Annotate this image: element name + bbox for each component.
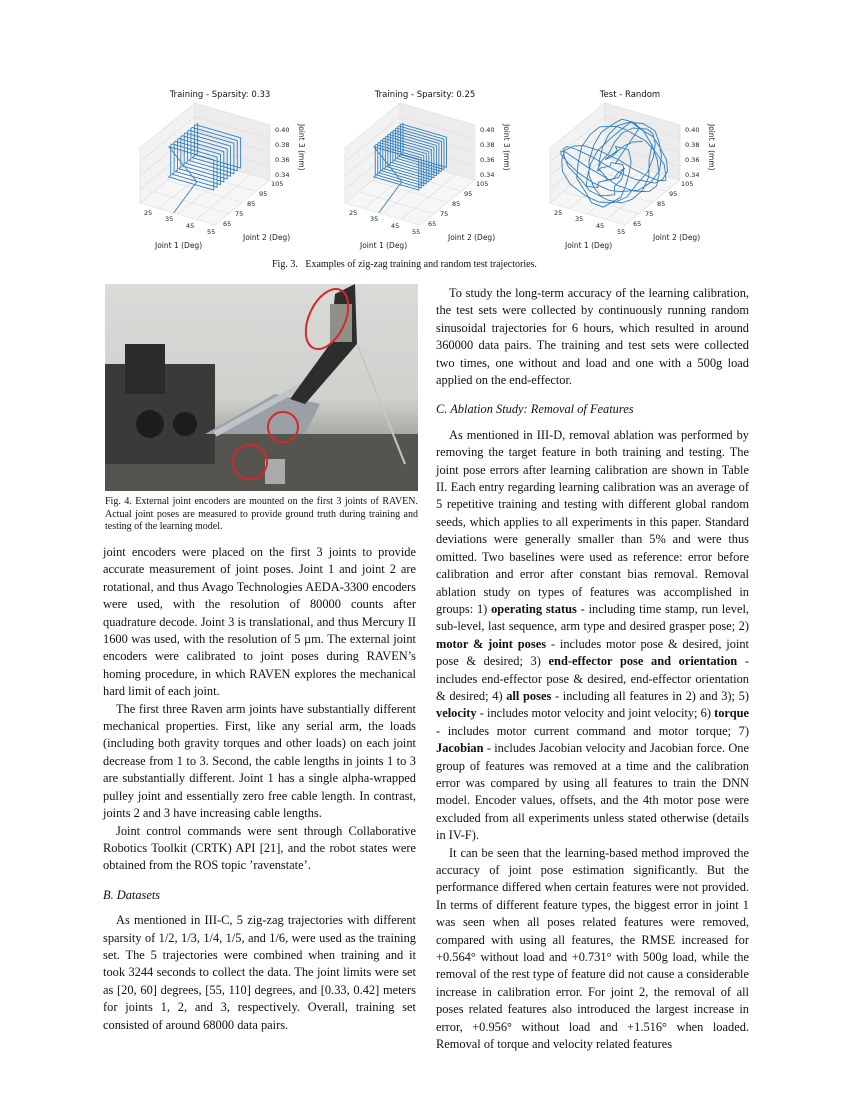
feature-group: end-effector pose and orientation bbox=[548, 654, 738, 669]
x-tick-label: 45 bbox=[596, 222, 605, 230]
x-tick-label: 55 bbox=[412, 228, 421, 236]
y-tick-label: 75 bbox=[235, 210, 244, 218]
z-axis-label: Joint 3 (mm) bbox=[502, 124, 511, 171]
left-column bbox=[103, 544, 416, 1034]
right-column bbox=[436, 285, 749, 1053]
x-tick-label: 55 bbox=[207, 228, 216, 236]
y-tick-label: 95 bbox=[669, 190, 678, 198]
section-heading: B. Datasets bbox=[103, 887, 161, 902]
z-tick-label: 0.36 bbox=[275, 156, 290, 164]
feature-group: velocity bbox=[436, 706, 477, 721]
x-tick-label: 35 bbox=[370, 215, 379, 223]
y-axis-label: Joint 2 (Deg) bbox=[653, 233, 701, 242]
paragraph bbox=[436, 427, 749, 845]
paragraph: The first three Raven arm joints have substantially different mechanical properties. First, like any serial arm, the loads (including both gravity torques and other loads) on each joint decrease from 1 to 3. Second, the cable lengths in joints 1 to 3 are substantially different. Joint 1 has a single alpha-wrapped pulley joint and essentially zero free cable length. In contrast, joints 2 and 3 have increasing cable lengths. bbox=[103, 701, 416, 821]
z-tick-label: 0.40 bbox=[685, 126, 700, 134]
text: - includes end-effector pose & desired, end-effector orientation & desired; 4) bbox=[436, 654, 749, 703]
x-tick-label: 45 bbox=[186, 222, 195, 230]
plot-canvas bbox=[125, 88, 320, 256]
z-tick-label: 0.38 bbox=[275, 141, 290, 149]
y-tick-label: 75 bbox=[645, 210, 654, 218]
paragraph: It can be seen that the learning-based method improved the accuracy of joint pose estimation significantly. But the performance differed when certain features were not provided. In terms of different feature types, the biggest error in joint 1 was seen when all poses related features were removed, compared with using all features, the RMSE increased for +0.564° without load and +0.731° with 500g load, while the removal of the rest type of feature did not cause a considerable increase in calibration error. For joint 2, the removal of all poses related features also introduced the largest increase in error, +0.956° without load and +1.516° when loaded. Removal of torque and velocity related features bbox=[436, 845, 749, 1052]
y-tick-label: 75 bbox=[440, 210, 449, 218]
y-tick-label: 95 bbox=[464, 190, 473, 198]
x-tick-label: 35 bbox=[575, 215, 584, 223]
plot-canvas bbox=[330, 88, 525, 256]
robot-illustration bbox=[105, 284, 418, 491]
z-tick-label: 0.40 bbox=[275, 126, 290, 134]
paragraph: Joint control commands were sent through Collaborative Robotics Toolkit (CRTK) API [21], and the robot states were obtained from the ROS topic ’ravenstate’. bbox=[103, 823, 416, 873]
plot-training-025 bbox=[330, 88, 525, 256]
z-tick-label: 0.38 bbox=[480, 141, 495, 149]
section-heading: C. Ablation Study: Removal of Features bbox=[436, 402, 634, 417]
z-tick-label: 0.40 bbox=[480, 126, 495, 134]
feature-group: operating status bbox=[491, 601, 577, 616]
paragraph: joint encoders were placed on the first 3 joints to provide accurate measurement of joint poses. Joint 1 and joint 2 are rotational, and thus Avago Technologies AEDA-3300 encoders were used, with the resolution of 80000 counts after quadrature decode. Joint 3 is translational, and thus Mercury II 1600 was used, with the resolution of 5 µm. The external joint encoders were calibrated to joint poses during RAVEN’s homing procedure, in which RAVEN explores the mechanical hard limit of each joint. bbox=[103, 545, 416, 699]
plot-test-random bbox=[535, 88, 730, 256]
x-tick-label: 55 bbox=[617, 228, 626, 236]
x-axis-label: Joint 1 (Deg) bbox=[155, 241, 203, 250]
plot-canvas bbox=[535, 88, 730, 256]
z-axis-label: Joint 3 (mm) bbox=[707, 124, 716, 171]
x-tick-label: 45 bbox=[391, 222, 400, 230]
y-axis-label: Joint 2 (Deg) bbox=[448, 233, 496, 242]
text: As mentioned in III-D, removal ablation was performed by removing the target feature in both training and testing. The joint pose errors after learning calibration are shown in Table II. Each entry regarding learning calibration was an average of 5 repetitive training and testing with different global random seeds, which applies to all experiments in this paper. Standard deviations were generally smaller than 5% and were thus omitted. Two baselines were used as reference: error before calibration and error after constant bias removal. Removal ablation study on types of features was accomplished in groups: 1) bbox=[436, 427, 749, 616]
text: - includes motor velocity and joint velocity; 6) bbox=[476, 706, 715, 721]
x-tick-label: 35 bbox=[165, 215, 174, 223]
plot-training-033 bbox=[125, 88, 320, 256]
text: - includes motor pose & desired, joint pose & desired; 3) bbox=[436, 636, 749, 669]
z-tick-label: 0.34 bbox=[275, 171, 290, 179]
plot-title: Training - Sparsity: 0.25 bbox=[374, 90, 476, 100]
figure-3-caption: Fig. 3. Examples of zig-zag training and random test trajectories. bbox=[272, 259, 537, 270]
figure-4-caption: Fig. 4. External joint encoders are mounted on the first 3 joints of RAVEN. Actual joint poses are measured to provide ground truth during training and testing of the learning model. bbox=[105, 496, 418, 532]
x-tick-label: 25 bbox=[349, 209, 358, 217]
plot-title: Training - Sparsity: 0.33 bbox=[169, 90, 271, 100]
y-tick-label: 105 bbox=[681, 180, 694, 188]
y-tick-label: 85 bbox=[657, 200, 666, 208]
text: - includes motor current command and motor torque; 7) bbox=[436, 723, 749, 738]
z-tick-label: 0.38 bbox=[685, 141, 700, 149]
z-tick-label: 0.36 bbox=[685, 156, 700, 164]
y-tick-label: 65 bbox=[223, 220, 232, 228]
y-tick-label: 105 bbox=[476, 180, 489, 188]
y-tick-label: 105 bbox=[271, 180, 284, 188]
x-axis-label: Joint 1 (Deg) bbox=[565, 241, 613, 250]
feature-group: motor & joint poses bbox=[436, 636, 547, 651]
y-tick-label: 95 bbox=[259, 190, 268, 198]
y-tick-label: 85 bbox=[247, 200, 256, 208]
z-axis-label: Joint 3 (mm) bbox=[297, 124, 306, 171]
paragraph: To study the long-term accuracy of the learning calibration, the test sets were collected by continuously running random sinusoidal trajectories for 6 hours, which resulted in around 360000 data pairs. The training and test sets were collected two times, one without and load and one with a 500g load applied on the end-effector. bbox=[436, 286, 749, 388]
y-tick-label: 85 bbox=[452, 200, 461, 208]
x-tick-label: 25 bbox=[554, 209, 563, 217]
text: - including time stamp, run level, sub-level, last sequence, arm type and desired grasper pose; 2) bbox=[436, 601, 749, 634]
z-tick-label: 0.36 bbox=[480, 156, 495, 164]
z-tick-label: 0.34 bbox=[685, 171, 700, 179]
plot-title: Test - Random bbox=[599, 90, 661, 100]
feature-group: all poses bbox=[506, 688, 552, 703]
text: - includes Jacobian velocity and Jacobian force. One group of features was removed at a time and the calibration error was compared by using all features to train the DNN model. Encoder values, offsets, and the 4th motor pose were excluded from all experiments unless stated otherwise (details in IV-F). bbox=[436, 741, 749, 843]
paragraph: As mentioned in III-C, 5 zig-zag trajectories with different sparsity of 1/2, 1/3, 1/4, 1/5, and 1/6, were used as the training set. The 5 trajectories were combined when training and it took 3244 seconds to collect the data. The joint limits were set as [20, 60] degrees, [55, 110] degrees, and [0.33, 0.42] meters for joints 1, 2, and 3, respectively. Overall, training set consisted of around 68000 data pairs. bbox=[103, 913, 416, 1032]
y-axis-label: Joint 2 (Deg) bbox=[243, 233, 291, 242]
x-tick-label: 25 bbox=[144, 209, 153, 217]
z-tick-label: 0.34 bbox=[480, 171, 495, 179]
raven-robot-photo bbox=[105, 284, 418, 491]
feature-group: torque bbox=[714, 706, 749, 721]
y-tick-label: 65 bbox=[633, 220, 642, 228]
text: - including all features in 2) and 3); 5) bbox=[551, 688, 749, 703]
y-tick-label: 65 bbox=[428, 220, 437, 228]
x-axis-label: Joint 1 (Deg) bbox=[360, 241, 408, 250]
feature-group: Jacobian bbox=[436, 741, 484, 756]
